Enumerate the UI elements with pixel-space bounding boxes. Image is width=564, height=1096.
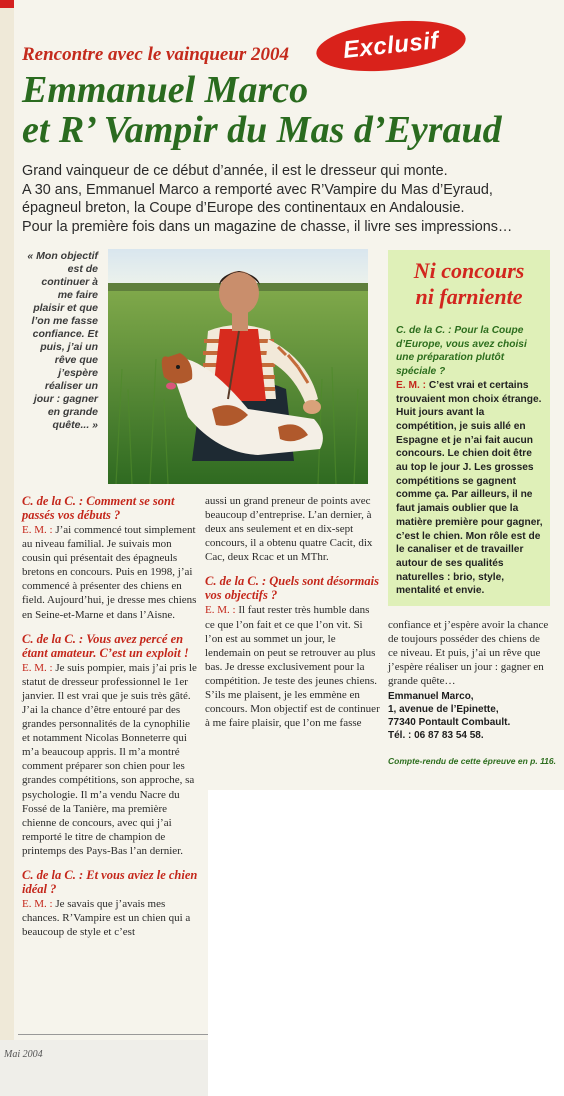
column-1 — [22, 494, 200, 949]
badge-label: Exclusif — [341, 27, 441, 64]
blank-area — [208, 790, 564, 1096]
sidebar-title-line-1: Ni concours — [413, 258, 525, 283]
answer-text: J’ai commencé tout simplement au niveau familial. Je suivais mon cousin qui présentait des épagneuls bretons en concours. Puis en 1998, j’ai commencé à présenter des chiens en field. Aujourd’hui, je dresse mes chiens en Seine-et-Marne et dans l’Aisne. — [22, 524, 197, 621]
col1-block-2 — [22, 632, 200, 858]
report-reference: Compte-rendu de cette épreuve en p. 116. — [388, 756, 556, 766]
contact-phone: Tél. : 06 87 83 54 58. — [388, 730, 484, 741]
lead-line-3: épagneul breton, la Coupe d’Europe des continentaux en Andalousie. — [22, 200, 465, 216]
kicker: Rencontre avec le vainqueur 2004 — [22, 44, 290, 65]
lead-line-4: Pour la première fois dans un magazine de chasse, il livre ses impressions… — [22, 218, 513, 235]
answer-text: Je suis pompier, mais j’ai pris le statut de dresseur professionnel le 1er janvier. Il est vrai que je suis très gâté. J’ai la chance d’être entouré par des grandes personnalités de la cynophilie et notamment Nicolas Bonneterre qui m’a beaucoup appris. Il m’a montré comment préparer son chien pour les grandes compétitions, son approche, sa psychologie. Il m’a vendu Nacre du Fossé de la Tanière, ma première chienne de concours, avec qui j’ai remporté le titre de champion de printemps des Pays-Bas l’an dernier. — [22, 661, 197, 857]
sidebar-question: Pour la Coupe d’Europe, vous avez choisi une préparation plutôt spéciale ? — [396, 325, 527, 378]
lead-line-2: A 30 ans, Emmanuel Marco a remporté avec R’Vampire du Mas d’Eyraud, — [22, 181, 493, 198]
left-margin-band — [0, 0, 14, 1040]
article-title — [22, 70, 562, 150]
column-2 — [205, 494, 381, 740]
answer-label: E. M. : — [22, 661, 53, 674]
photo-trainer-with-dog — [108, 249, 368, 484]
col2-block-2 — [205, 574, 381, 730]
answer-text: Je savais que j’avais mes chances. R’Vampire est un chien qui a beaucoup de style et c’est — [22, 897, 191, 939]
col1-block-1 — [22, 494, 200, 622]
lead-paragraph — [22, 162, 554, 236]
contact-address-1: 1, avenue de l’Epinette, — [388, 704, 499, 715]
col3-block-1 — [388, 618, 552, 688]
sidebar-title-line-2: ni farniente — [415, 284, 523, 309]
answer-label: E. M. : — [205, 604, 236, 617]
paragraph-text: confiance et j’espère avoir la chance de toujours posséder des chiens de ce niveau. Et puis, j’ai un rêve que j’espère réaliser un jour : gagner en grande quête… — [388, 619, 549, 688]
pull-quote: « Mon objectif est de continuer à me faire plaisir et que l’on me fasse confiance. Et puis, j’ai un rêve que j’espère réaliser un jour : gagner en grande quête... » — [27, 250, 98, 431]
sidebar-body — [396, 324, 546, 598]
question-heading: C. de la C. : Et vous aviez le chien idéal ? — [22, 867, 198, 896]
paragraph-text: aussi un grand preneur de points avec beaucoup d’entreprise. L’an dernier, à deux ans seulement et en dix-sept concours, il a obtenu quatre Cacit, dix Cac, deux Rcac et un MThr. — [205, 495, 373, 564]
column-3 — [388, 618, 552, 698]
answer-text: Il faut rester très humble dans ce que l’on fait et ce que l’on vit. Si l’on est au sommet un jour, le lendemain on peut se retrouver au plus bas. Je dresse exclusivement pour la compétition. Je teste des jeunes chiens. S’ils me plaisent, je les emmène en concours. Mon objectif est de continuer à me faire plaisir, que l’on me fasse — [205, 604, 380, 730]
title-line-1: Emmanuel Marco — [22, 69, 309, 111]
contact-address-2: 77340 Pontault Combault. — [388, 717, 511, 728]
photo-illustration — [108, 249, 368, 484]
sidebar-answer-label: E. M. : — [396, 379, 426, 391]
title-line-2: et R’ Vampir du Mas d’Eyraud — [22, 109, 502, 151]
sidebar-question-label: C. de la C. : — [396, 325, 452, 336]
question-heading: C. de la C. : Quels sont désormais vos objectifs ? — [205, 574, 379, 603]
sidebar-answer: C’est vrai et certains trouvaient mon choix étrange. Huit jours avant la compétition, je suis allé en Espagne et je n’ai fait aucun concours. Le chien doit être au top le jour J. Les grosses compétitions se gagnent comme ça. Par ailleurs, il ne faut jamais oublier que la matière première pour gagner, c’est le chien. Mon rôle est de le canaliser et de travailler autour de ses qualités naturelles : brio, style, mentalité et envie. — [396, 379, 543, 597]
footer-rule — [18, 1034, 208, 1035]
answer-label: E. M. : — [22, 524, 53, 536]
question-heading: C. de la C. : Vous avez percé en étant amateur. C’est un exploit ! — [22, 631, 189, 660]
col2-block-1 — [205, 494, 381, 564]
question-heading: C. de la C. : Comment se sont passés vos débuts ? — [22, 494, 175, 522]
issue-date: Mai 2004 — [4, 1049, 43, 1060]
contact-block — [388, 690, 553, 742]
col1-block-3 — [22, 868, 200, 939]
answer-label: E. M. : — [22, 897, 53, 910]
lead-line-1: Grand vainqueur de ce début d’année, il est le dresseur qui monte. — [22, 163, 448, 179]
sidebar-title — [388, 258, 550, 310]
contact-name: Emmanuel Marco, — [388, 691, 474, 702]
sidebar-box — [388, 250, 550, 606]
